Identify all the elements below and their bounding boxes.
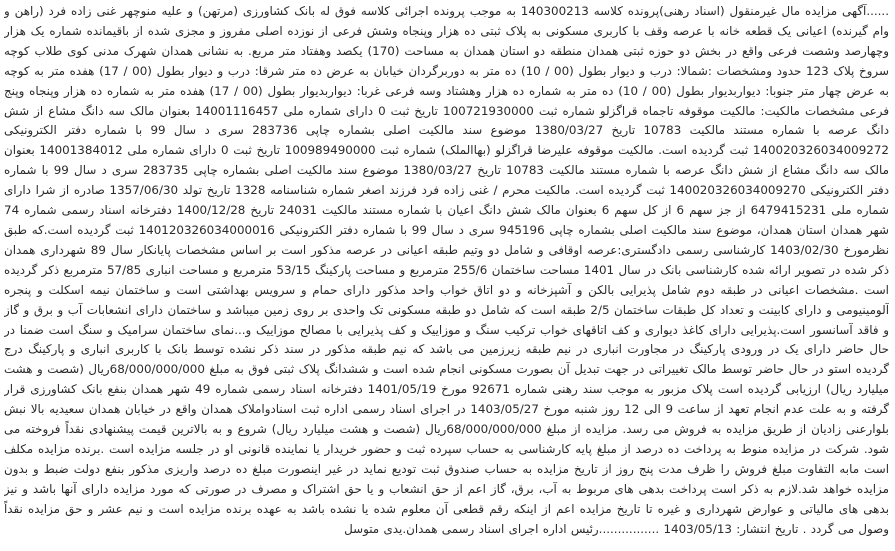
auction-notice-body: ......آگهی مزایده مال غیرمنقول (اسناد رهنی)پرونده کلاسه 140300213 به موجب پرونده اجرائی کلاسه فوق له بانک کشاورزی (مرتهن) و علیه منوچهر غنی زاده فرد (راهن و وام گیرنده) اعیانی یک قطعه خانه با عرصه وقف با کاربری مسکونی به پلاک ثبتی ده هزار وپنجاه وشش فرعی از نوزده اصلی مفروز و مجزی شده از باقیمانده شماره یک هزار وچهارصد وشصت فرعی واقع در بخش دو حوزه ثبتی همدان منطقه دو استان همدان به مساحت (170) یکصد وهفتاد متر مربع. به نشانی همدان شهرک مدنی کوی طلاب کوچه سروخ پلاک 123 حدود ومشخصات :شمالا: درب و دیوار بطول (00 / 10) ده متر به دوربرگردان خیابان به عرض ده متر شرقا: درب و دیوار بطول (00 / 17) هفده متر به کوچه به عرض چهار متر جنوبا: دیواربدیوار بطول (00 / 10) ده متر به شماره ده هزار وهشتاد وسه فرعی غربا: دیواربدیوار بطول (00 / 17) هفده متر به شماره ده هزار وپنجاه وپنج فرعی مشخصات مالکیت: مالکیت موقوفه تاجماه قراگزلو شماره ثبت 100721930000 تاریخ ثبت 0 دارای شماره ملی 14001116457 بعنوان مالک سه دانگ مشاع از شش دانگ عرصه با شماره مستند مالکیت 10783 تاریخ 1380/03/27 موضوع سند مالکیت اصلی بشماره چاپی 283736 سری د سال 99 با شماره دفتر الکترونیکی 140020326034009272 ثبت گردیده است. مالکیت موقوفه علیرضا قراگزلو (بهاالملک) شماره ثبت 100989490000 تاریخ ثبت 0 دارای شماره ملی 14001384012 بعنوان مالک سه دانگ مشاع از شش دانگ عرصه با شماره مستند مالکیت 10783 تاریخ 1380/03/27 موضوع سند مالکیت اصلی بشماره چاپی 283735 سری د سال 99 با شماره دفتر الکترونیکی 140020326034009270 ثبت گردیده است. مالکیت محرم / غنی زاده فرد فرزند اصغر شماره شناسنامه 1328 تاریخ تولد 1357/06/30 صادره از شرا دارای شماره ملی 6479415231 از جز سهم 6 از کل سهم 6 بعنوان مالک شش دانگ اعیان با شماره مستند مالکیت 24031 تاریخ 1400/12/28 دفترخانه اسناد رسمی شماره 74 شهر همدان استان همدان، موضوع سند مالکیت اصلی بشماره چاپی 945196 سری د سال 99 با شماره دفتر الکترونیکی 140120326034000016 ثبت گردیده است.که طبق نظرمورخ 1403/02/30 کارشناسی رسمی دادگستری:عرصه اوقافی و شامل دو وتیم طبقه اعیانی در عرصه مذکور است بر اساس مشخصات پایانکار سال 89 شهرداری همدان ذکر شده در تصویر ارائه شده کارشناسی بانک در سال 1401 مساحت ساختمان 255/6 مترمربع و مساحت پارکینگ 53/15 مترمربع و مساحت انباری 57/85 مترمربع ذکر گردیده است .مشخصات اعیانی در طبقه دوم شامل پذیرایی بالکن و آشپزخانه و دو اتاق خواب واحد مذکور دارای حمام و سرویس بهداشتی است و ساختمان نیمه اسکلت و پنجره آلومینیومی و دارای کابینت و تعداد کل طبقات ساختمان 2/5 طبقه است که شامل دو طبقه مسکونی تک واحدی بر روی زمین میباشد و ساختمان دارای انشعابات آب و برق و گاز و فاقد آسانسور است.پذیرایی دارای کاغذ دیواری و کف اتاقهای خواب ترکیب سنگ و موزاییک و کف پذیرایی با مصالح موزاییک و...نمای ساختمان سرامیک و سنگ است ضمنا در حال حاضر دارای یک در ورودی پارکینگ در مجاورت انباری در نیم طبقه زیرزمین می باشد که نیم طبقه مذکور در سند ذکر نشده توسط بانک با کاربری انباری و پارکینگ درج گردیده استو در حال حاضر توسط مالک تغییراتی در جهت تبدیل آن بصورت مسکونی انجام شده است و ششدانگ پلاک ثبتی فوق به مبلغ 68/000/000/000ریال (شصت و هشت میلیارد ریال) ارزیابی گردیده است پلاک مزبور به موجب سند رهنی شماره 92671 مورخ 1401/05/19 دفترخانه اسناد رسمی شماره 49 شهر همدان بنفع بانک کشاورزی قرار گرفته و به علت عدم انجام تعهد از ساعت 9 الی 12 روز شنبه مورخ 1403/05/27 در اجرای اسناد رسمی اداره ثبت اسنادواملاک همدان واقع در خیابان همدان سعیدیه بالا نبش بلوارعنی زادیان از طریق مزایده به فروش می رسد. مزایده از مبلغ 68/000/000/000ریال (شصت و هشت میلیارد ریال) شروع و به بالاترین قیمت پیشنهادی نقداً فروخته می شود. شرکت در مزایده منوط به پرداخت ده درصد از مبلغ پایه کارشناسی به حساب سپرده ثبت و حضور خریدار یا نماینده قانونی او در جلسه مزایده است .برنده مزایده مکلف است مابه التفاوت مبلغ فروش را ظرف مدت پنج روز از تاریخ مزایده به حساب صندوق ثبت تودیع نماید در غیر اینصورت مبلغ ده درصد واریزی مذکور بنفع دولت ضبط و بدون مزایده خواهد شد.لازم به ذکر است پرداخت بدهی های مربوط به آب، برق، گاز اعم از حق انشعاب و یا حق اشتراک و مصرف در صورتی که مورد مزایده دارای آنها باشد و نیز بدهی های مالیاتی و عوارض شهرداری و غیره تا تاریخ مزایده اعم از اینکه رقم قطعی آن معلوم شده یا نشده باشد به عهده برنده مزایده است و نیم عشر و حق مزایده نقداً وصول می گردد . تاریخ انتشار: 1403/05/13 ................رئیس اداره اجرای اسناد رسمی همدان.یدی متوسل (4, 4, 889, 536)
auction-notice-document (4, 2, 889, 547)
